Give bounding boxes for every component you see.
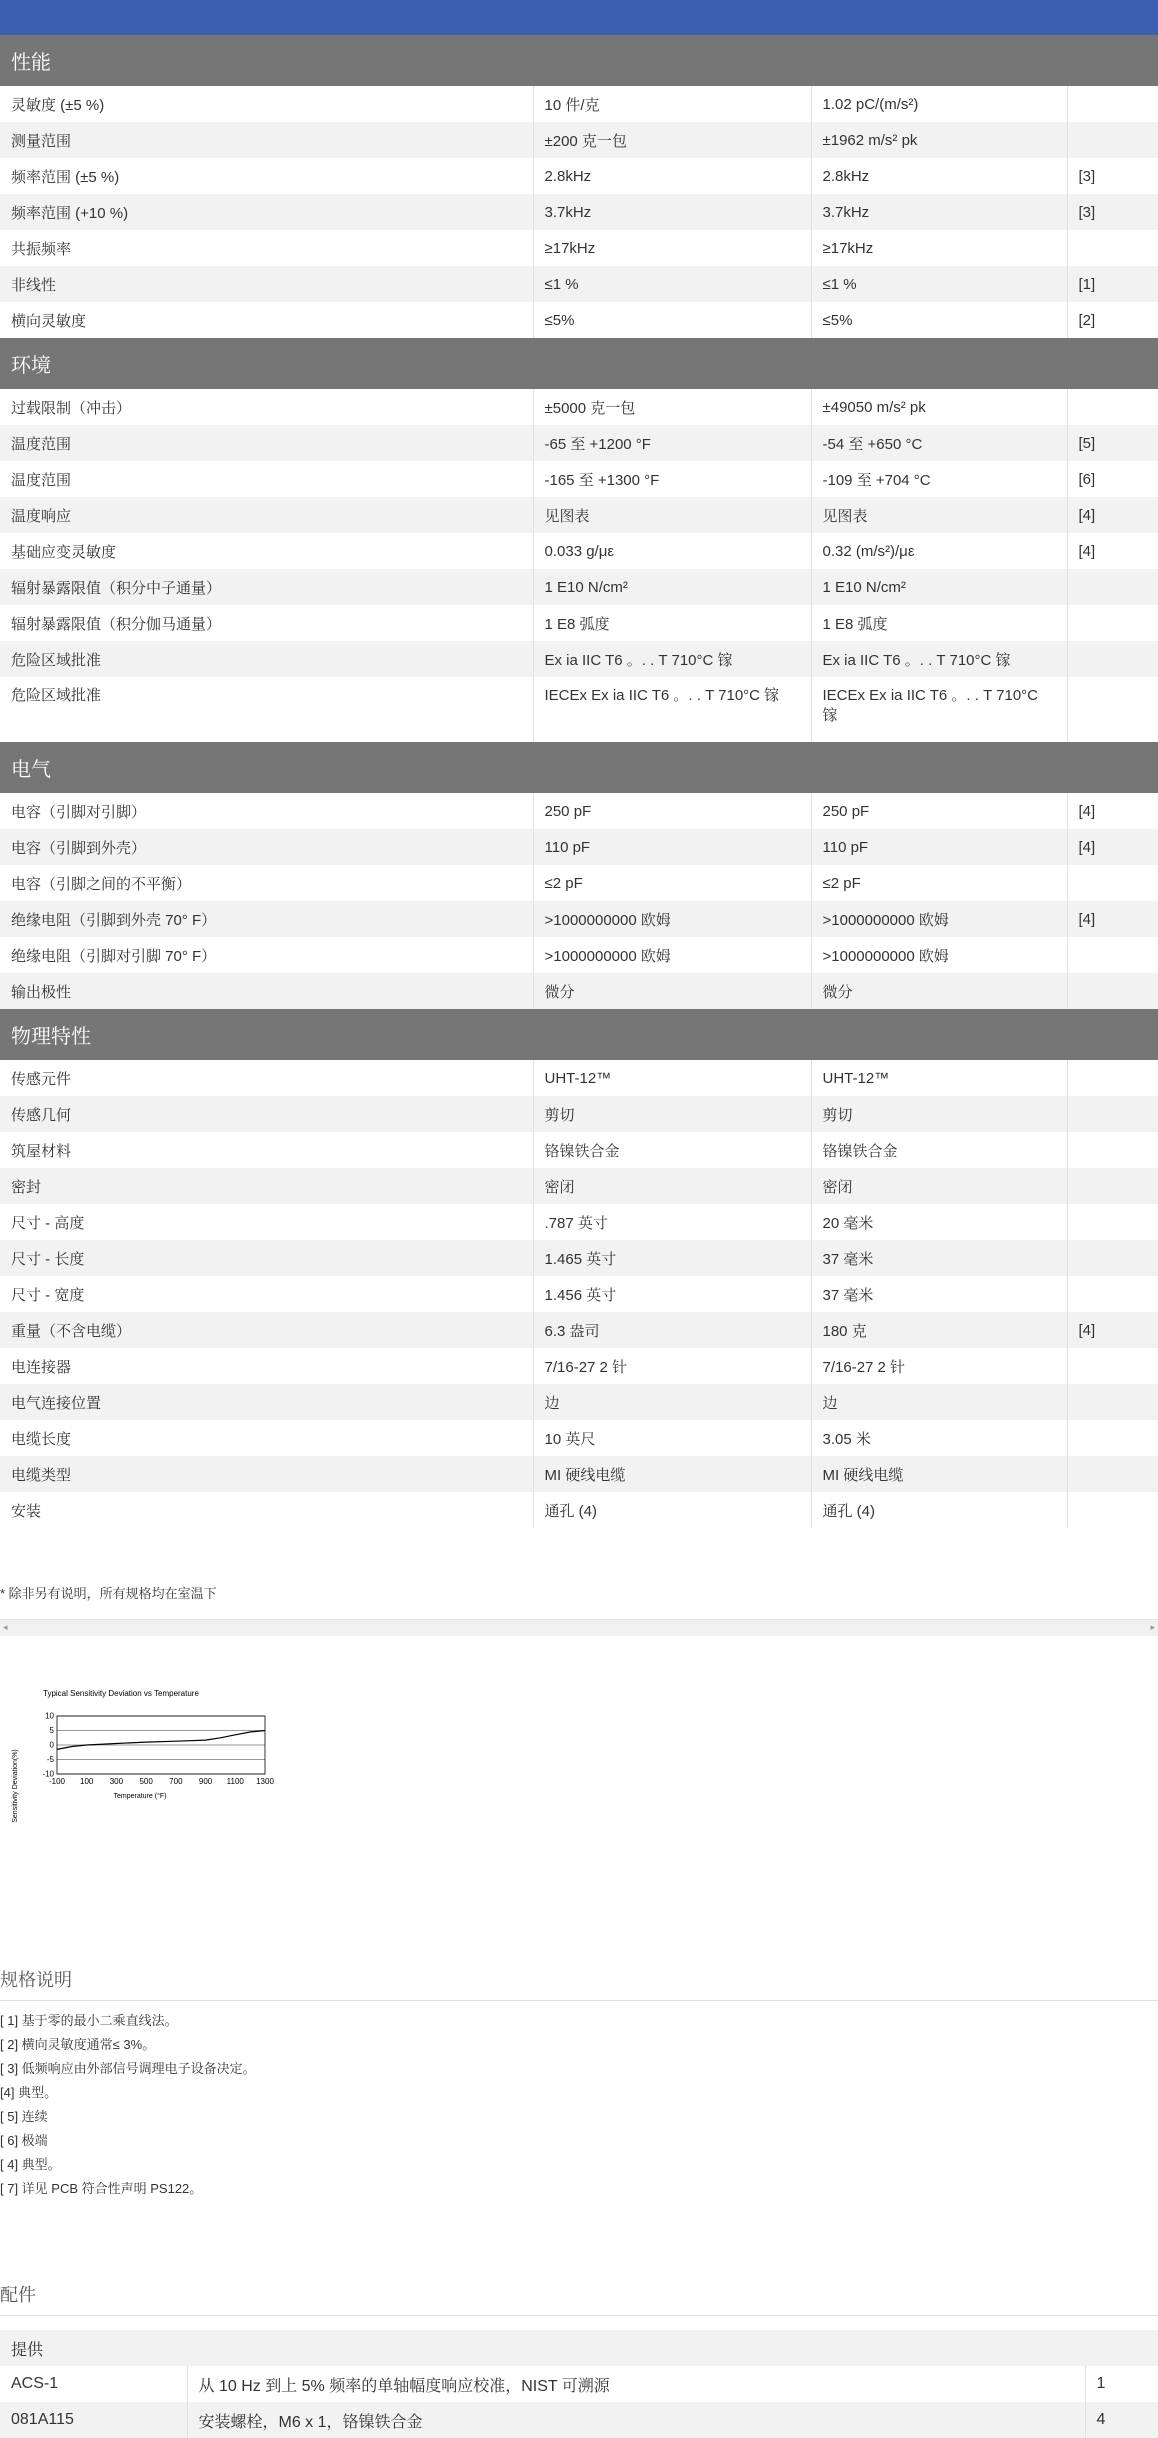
spec-value-metric: MI 硬线电缆 [811,1456,1067,1492]
spec-value-imperial: 剪切 [533,1096,811,1132]
spec-value-imperial: 1.456 英寸 [533,1276,811,1312]
spec-row [0,461,1158,497]
section-title: 环境 [0,338,1158,389]
spec-row [0,1132,1158,1168]
spec-row [0,1384,1158,1420]
spec-value-imperial: -165 至 +1300 °F [533,461,811,497]
spec-value-metric: -54 至 +650 °C [811,425,1067,461]
spec-value-imperial: -65 至 +1200 °F [533,425,811,461]
spec-note: [5] [1067,425,1158,461]
spec-row [0,122,1158,158]
chart-y-tick-label: 5 [49,1726,54,1735]
spec-name: 尺寸 - 宽度 [0,1276,533,1312]
spec-row [0,569,1158,605]
spec-value-metric: ≤1 % [811,266,1067,302]
spec-name: 温度范围 [0,425,533,461]
spec-note: [4] [1078,802,1096,820]
spec-value-metric: 微分 [811,973,1067,1009]
temperature-chart [5,1686,285,1836]
spec-row [0,1492,1158,1528]
spec-note [1067,230,1158,266]
spec-row [0,1060,1158,1096]
spec-row [0,158,1158,194]
accessory-quantity: 4 [1085,2402,1158,2438]
spec-name: 过载限制（冲击） [0,389,533,425]
spec-value-imperial: 3.7kHz [533,194,811,230]
chart-ylabel: Sensitivity Deviation(%) [12,1749,19,1823]
spec-value-imperial: 7/16-27 2 针 [533,1348,811,1384]
spec-value-imperial: 10 件/克 [533,86,811,122]
note-item: [ 2] 横向灵敏度通常≤ 3%。 [0,2037,156,2052]
spec-name: 灵敏度 (±5 %) [0,86,533,122]
spec-note: [4] [1067,829,1158,865]
spec-value-metric: 3.7kHz [811,194,1067,230]
chart-x-tick-label: 700 [169,1777,183,1786]
chart-y-tick-label: 10 [45,1711,54,1721]
spec-value-imperial: 1 E8 弧度 [533,605,811,641]
spec-row [0,194,1158,230]
note-item: [ 7] 详见 PCB 符合性声明 PS122。 [0,2181,203,2196]
spec-name: 温度范围 [0,461,533,497]
spec-note: [3] [1067,194,1158,230]
spec-value-metric: 铬镍铁合金 [811,1132,1067,1168]
chart-y-tick-label: -10 [42,1769,54,1779]
spec-row [0,973,1158,1009]
spec-row [0,901,1158,937]
accessory-code: 081A115 [0,2402,187,2438]
spec-name: 绝缘电阻（引脚对引脚 70° F） [0,937,533,973]
chart-x-tick-label: 900 [198,1777,213,1786]
spec-value-imperial: ≤5% [533,302,811,338]
spec-row [0,425,1158,461]
spec-value-metric: 180 克 [811,1312,1067,1348]
spec-value-imperial: 2.8kHz [533,158,811,194]
chart-x-tick-label: -100 [48,1777,66,1786]
spec-value-imperial: 6.3 盎司 [533,1312,811,1348]
spec-name: 密封 [0,1168,533,1204]
note-item: [ 1] 基于零的最小二乘直线法。 [0,2013,178,2028]
spec-name: 危险区域批准 [0,641,533,677]
spec-value-imperial: ±200 克一包 [533,122,811,158]
spec-name: 共振频率 [0,230,533,266]
spec-value-imperial: ≤1 % [533,266,811,302]
spec-value-metric: ±49050 m/s² pk [811,389,1067,425]
spec-note [1067,973,1158,1009]
spec-note [1067,1240,1158,1276]
spec-row [0,1312,1158,1348]
spec-value-imperial: ±5000 克一包 [533,389,811,425]
spec-row [0,1420,1158,1456]
spec-note [1067,865,1158,901]
spec-name: 电容（引脚对引脚） [0,793,533,829]
spec-value-metric: ±1962 m/s² pk [811,122,1067,158]
spec-value-imperial: 1.465 英寸 [533,1240,811,1276]
section-title: 性能 [0,35,1158,86]
spec-value-imperial: >1000000000 欧姆 [533,901,811,937]
spec-value-metric: 1.02 pC/(m/s²) [811,86,1067,122]
spec-note [1067,1420,1158,1456]
spec-name: 危险区域批准 [0,677,533,742]
section-header [0,35,1158,86]
spec-value-metric: 1 E10 N/cm² [811,569,1067,605]
spec-name: 测量范围 [0,122,533,158]
spec-note: [4] [1067,901,1158,937]
spec-note: [4] [1067,497,1158,533]
spec-value-metric: -109 至 +704 °C [811,461,1067,497]
spec-note [1067,569,1158,605]
spec-note [1067,1204,1158,1240]
spec-name: 传感几何 [0,1096,533,1132]
spec-note [1067,1384,1158,1420]
chart-series-line [57,1731,265,1750]
spec-row [0,865,1158,901]
spec-note [1067,605,1158,641]
spec-note [1067,389,1158,425]
spec-row [0,230,1158,266]
spec-value-imperial: 10 英尺 [533,1420,811,1456]
spec-note [1067,1456,1158,1492]
spec-value-metric: 2.8kHz [811,158,1067,194]
spec-value-metric: 7/16-27 2 针 [811,1348,1067,1384]
spec-note: [4] [1067,1312,1158,1348]
spec-note [1067,1096,1158,1132]
chart-x-tick-label: 500 [139,1777,153,1786]
spec-row [0,1276,1158,1312]
chart-x-tick-label: 1100 [226,1777,244,1786]
spec-note [1067,1132,1158,1168]
spec-row [0,302,1158,338]
spec-value-metric: 37 毫米 [811,1240,1067,1276]
section-header [0,742,1158,793]
spec-value-imperial: MI 硬线电缆 [533,1456,811,1492]
note-item: [ 5] 连续 [0,2109,48,2124]
spec-row [0,677,1158,742]
accessory-description: 安装螺栓，M6 x 1，铬镍铁合金 [187,2402,1085,2438]
chart-x-tick-label: 300 [109,1777,124,1786]
spec-name: 重量（不含电缆） [0,1312,533,1348]
spec-name: 尺寸 - 高度 [0,1204,533,1240]
accessory-row [0,2402,1158,2438]
note-item: [ 4] 典型。 [0,2157,61,2172]
spec-value-metric: 通孔 (4) [811,1492,1067,1528]
spec-note [1067,937,1158,973]
spec-note [1067,1060,1158,1096]
top-header-bar [0,0,1158,35]
spec-name: 非线性 [0,266,533,302]
spec-value-metric: 20 毫米 [811,1204,1067,1240]
spec-name: 电缆长度 [0,1420,533,1456]
spec-row [0,1240,1158,1276]
spec-note [1067,641,1158,677]
spec-name: 基础应变灵敏度 [0,533,533,569]
accessory-code: ACS-1 [0,2366,187,2402]
spec-name: 输出极性 [0,973,533,1009]
spec-name: 电容（引脚到外壳） [0,829,533,865]
horizontal-scrollbar[interactable] [0,1619,1158,1636]
spec-note: [3] [1078,167,1096,185]
chart-x-tick-label: 1300 [256,1777,274,1786]
accessories-table [0,2330,1158,2438]
spec-name: 频率范围 (+10 %) [0,194,533,230]
notes-title: 规格说明 [0,1966,1158,2001]
spec-value-imperial: >1000000000 欧姆 [533,937,811,973]
spec-note [1067,86,1158,122]
spec-value-imperial: ≥17kHz [533,230,811,266]
spec-name: 温度响应 [0,497,533,533]
spec-value-metric: ≤2 pF [811,865,1067,901]
spec-name: 电缆类型 [0,1456,533,1492]
spec-row [0,389,1158,425]
spec-row [0,86,1158,122]
spec-value-imperial: 通孔 (4) [533,1492,811,1528]
spec-row [0,533,1158,569]
accessory-quantity: 1 [1096,2375,1106,2392]
chart-y-tick-label: 0 [49,1740,54,1750]
spec-row [0,1204,1158,1240]
spec-row [0,1456,1158,1492]
spec-name: 电连接器 [0,1348,533,1384]
spec-value-metric: Ex ia IIC T6 。. . T 710°C 镓 [811,641,1067,677]
spec-value-metric: 0.32 (m/s²)/με [811,533,1067,569]
spec-value-metric: 边 [811,1384,1067,1420]
spec-value-metric: 110 pF [811,829,1067,865]
spec-name: 绝缘电阻（引脚到外壳 70° F） [0,901,533,937]
section-title: 物理特性 [0,1009,1158,1060]
spec-row [0,1168,1158,1204]
spec-note: [6] [1078,470,1096,488]
spec-value-metric: 密闭 [811,1168,1067,1204]
spec-row [0,793,1158,829]
spec-row [0,1096,1158,1132]
spec-name: 辐射暴露限值（积分中子通量） [0,569,533,605]
spec-value-metric: 250 pF [811,793,1067,829]
accessory-description: 从 10 Hz 到上 5% 频率的单轴幅度响应校准，NIST 可溯源 [187,2366,1085,2402]
spec-value-metric: 3.05 米 [811,1420,1067,1456]
spec-value-imperial: 1 E10 N/cm² [533,569,811,605]
spec-note: [2] [1078,311,1096,329]
spec-row [0,641,1158,677]
spec-name: 电气连接位置 [0,1384,533,1420]
spec-name: 频率范围 (±5 %) [0,158,533,194]
spec-name: 筑屋材料 [0,1132,533,1168]
chart-y-tick-label: -5 [46,1755,54,1764]
spec-note [1067,1168,1158,1204]
spec-note: [1] [1067,266,1158,302]
note-item: [4] 典型。 [0,2085,58,2100]
spec-row [0,497,1158,533]
spec-value-imperial: 边 [533,1384,811,1420]
chart-x-tick-label: 100 [80,1777,94,1786]
spec-value-metric: UHT-12™ [811,1060,1067,1096]
temperature-chart-svg [5,1686,285,1836]
accessory-row [0,2366,1158,2402]
chart-xlabel: Temperature (°F) [113,1793,167,1800]
spec-name: 安装 [0,1492,533,1528]
notes-list [0,2009,1158,2201]
spec-row [0,266,1158,302]
spec-row [0,605,1158,641]
spec-value-metric: 37 毫米 [811,1276,1067,1312]
spec-value-imperial: .787 英寸 [533,1204,811,1240]
spec-name: 传感元件 [0,1060,533,1096]
chart-title: Typical Sensitivity Deviation vs Temperature [43,1689,199,1698]
spec-name: 横向灵敏度 [0,302,533,338]
spec-value-metric: 1 E8 弧度 [811,605,1067,641]
spec-note [1067,677,1158,742]
spec-name: 电容（引脚之间的不平衡） [0,865,533,901]
spec-value-metric: >1000000000 欧姆 [811,901,1067,937]
spec-value-metric: 见图表 [811,497,1067,533]
spec-value-imperial: 微分 [533,973,811,1009]
spec-value-metric: >1000000000 欧姆 [811,937,1067,973]
spec-value-imperial: UHT-12™ [533,1060,811,1096]
spec-row [0,829,1158,865]
spec-value-metric: ≤5% [811,302,1067,338]
spec-value-imperial: 250 pF [533,793,811,829]
spec-name: 辐射暴露限值（积分伽马通量） [0,605,533,641]
spec-note: [4] [1078,542,1096,560]
note-item: [ 3] 低频响应由外部信号调理电子设备决定。 [0,2061,256,2076]
spec-note [1067,1276,1158,1312]
section-header [0,338,1158,389]
spec-note [1067,1492,1158,1528]
spec-row [0,1348,1158,1384]
accessories-title: 配件 [0,2281,1158,2316]
spec-value-imperial: ≤2 pF [533,865,811,901]
spec-row [0,937,1158,973]
spec-value-metric: ≥17kHz [811,230,1067,266]
spec-note [1067,1348,1158,1384]
spec-value-imperial: 铬镍铁合金 [533,1132,811,1168]
spec-value-imperial: IECEx Ex ia IIC T6 。. . T 710°C 镓 [533,677,811,742]
spec-value-metric: 剪切 [811,1096,1067,1132]
accessories-header: 提供 [0,2330,1158,2366]
section-title: 电气 [0,742,1158,793]
spec-value-imperial: Ex ia IIC T6 。. . T 710°C 镓 [533,641,811,677]
section-header [0,1009,1158,1060]
spec-name: 尺寸 - 长度 [0,1240,533,1276]
spec-table [0,35,1158,1528]
room-temp-footnote: * 除非另有说明，所有规格均在室温下 [0,1586,217,1601]
spec-value-imperial: 见图表 [533,497,811,533]
spec-value-imperial: 0.033 g/με [533,533,811,569]
scroll-right-icon[interactable]: ▸ [1150,1622,1155,1632]
scroll-left-icon[interactable]: ◂ [3,1622,8,1632]
spec-value-metric: IECEx Ex ia IIC T6 。. . T 710°C 镓 [811,677,1067,742]
note-item: [ 6] 极端 [0,2133,48,2148]
spec-note [1067,122,1158,158]
spec-value-imperial: 110 pF [533,829,811,865]
spec-value-imperial: 密闭 [533,1168,811,1204]
